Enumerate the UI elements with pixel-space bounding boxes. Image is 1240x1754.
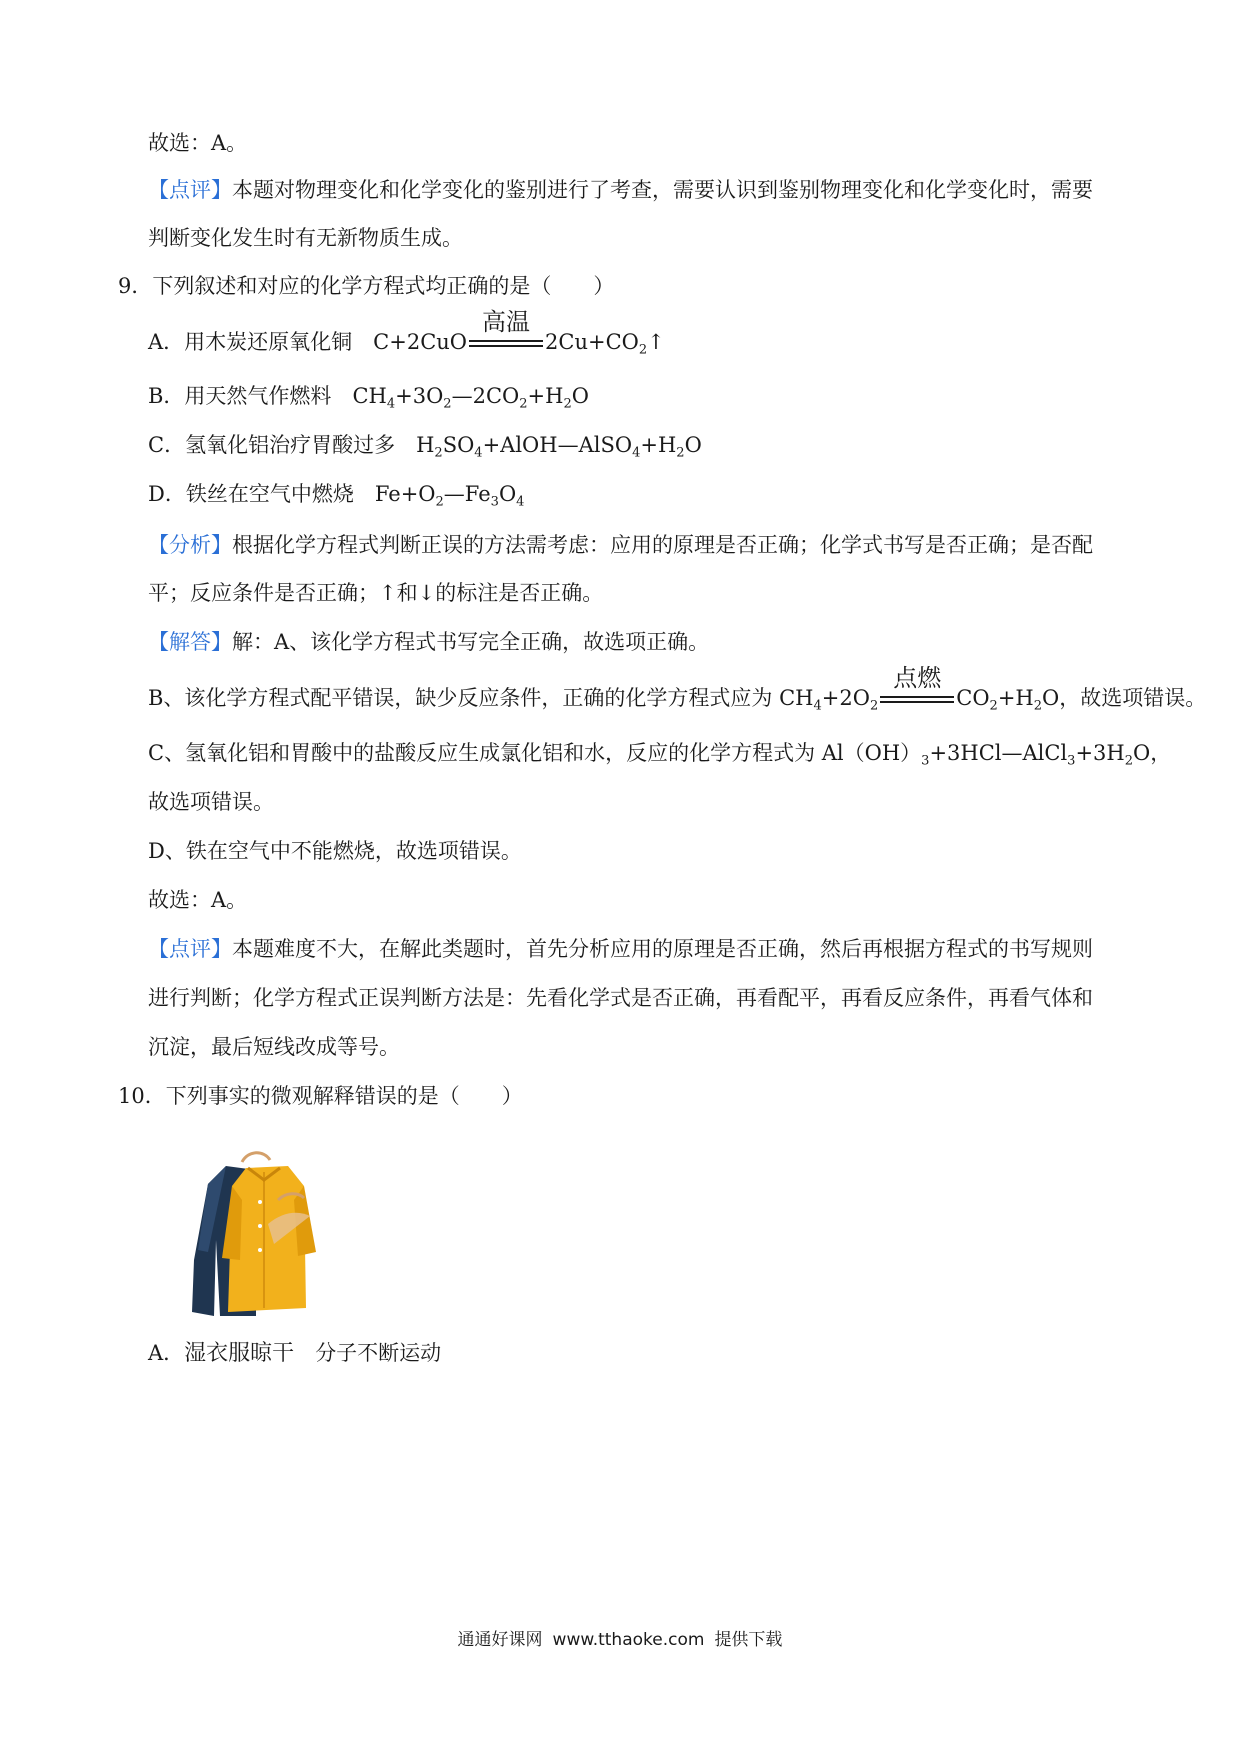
answer: [148, 627, 709, 657]
formula-part: —Fe: [443, 482, 491, 506]
subscript: 2: [1033, 698, 1043, 714]
subscript: 4: [386, 396, 396, 412]
formula-part: CH: [352, 384, 387, 408]
equation-rhs: 2Cu+CO: [545, 330, 639, 354]
subscript: 2: [435, 494, 444, 510]
comment-q8-cont: 判断变化发生时有无新物质生成。: [148, 226, 463, 250]
analysis: [148, 530, 1093, 560]
formula-part: O，: [1133, 741, 1172, 765]
formula-part: +3HCl—AlCl: [929, 741, 1068, 765]
option-label: A．: [148, 1341, 185, 1365]
answer-c-cont: 故选项错误。: [148, 790, 274, 814]
subscript: 2: [563, 396, 572, 412]
formula-part: O: [571, 384, 589, 408]
comment-text: 本题对物理变化和化学变化的鉴别进行了考查，需要认识到鉴别物理变化和化学变化时，需要: [232, 178, 1093, 202]
formula-part: +2O: [821, 686, 870, 710]
formula-part: +H: [640, 433, 677, 457]
comment-q9: [148, 934, 1093, 964]
footer: [0, 1625, 1240, 1650]
subscript: 3: [1067, 753, 1076, 769]
option-caption: 湿衣服晾干: [184, 1341, 295, 1366]
formula-part: SO: [442, 433, 475, 457]
footer-url[interactable]: www.tthaoke.com: [552, 1630, 705, 1650]
option-b-label: B．用天然气作燃料: [148, 384, 353, 408]
formula-part: H: [416, 433, 435, 457]
option-a-q10: [148, 1338, 441, 1369]
formula-part: +H: [527, 384, 564, 408]
answer-tag: 【解答】: [148, 630, 232, 654]
answer-c: [148, 738, 1171, 777]
footer-note: 提供下载: [714, 1630, 783, 1650]
option-c-label: C．氢氧化铝治疗胃酸过多: [148, 433, 417, 457]
analysis-text: 根据化学方程式判断正误的方法需考虑：应用的原理是否正确；化学式书写是否正确；是否配: [232, 533, 1093, 557]
option-a-label: A．用木炭还原氧化铜: [148, 330, 374, 354]
option-d-label: D．铁丝在空气中燃烧: [148, 482, 375, 506]
answer-a: 解：A、该化学方程式书写完全正确，故选项正确。: [232, 630, 710, 654]
subscript: 2: [869, 698, 879, 714]
equation-lhs: C+2CuO: [373, 330, 468, 354]
question-9-stem: 9．下列叙述和对应的化学方程式均正确的是（ ）: [118, 274, 615, 298]
comment-tag: 【点评】: [148, 937, 232, 961]
option-b: [148, 381, 589, 420]
subscript: 3: [921, 753, 930, 769]
analysis-cont: 平；反应条件是否正确；↑和↓的标注是否正确。: [148, 581, 604, 605]
subscript: 4: [813, 698, 822, 714]
formula-part: —2CO: [451, 384, 520, 408]
subscript: 2: [989, 698, 998, 714]
answer-choice-line: 故选：A。: [148, 131, 248, 155]
formula-part: +H: [997, 686, 1034, 710]
option-d: [148, 479, 524, 518]
formula-part: O: [498, 482, 517, 506]
comment-q8: [148, 175, 1093, 205]
subscript: 4: [516, 494, 525, 510]
formula-part: CO: [956, 686, 990, 710]
reaction-condition: 点燃: [893, 663, 942, 692]
gas-arrow: ↑: [647, 330, 665, 354]
comment-q9-cont1: 进行判断；化学方程式正误判断方法是：先看化学式是否正确，再看配平，再看反应条件，再看气体和: [148, 986, 1093, 1010]
equation-equals: [469, 307, 543, 351]
subscript: 2: [676, 445, 685, 461]
subscript: 3: [490, 494, 499, 510]
subscript: 2: [443, 396, 452, 412]
clothes-illustration: [186, 1140, 326, 1320]
option-a: [148, 307, 665, 366]
subscript: 4: [632, 445, 641, 461]
subscript: 2: [519, 396, 528, 412]
answer-choice: 故选：A。: [148, 888, 248, 912]
option-text: 分子不断运动: [315, 1341, 442, 1365]
equation-equals: [880, 663, 954, 707]
answer-b: [148, 663, 1207, 722]
formula-part: O，故选项错误。: [1042, 686, 1207, 710]
subscript: 2: [434, 445, 443, 461]
footer-site: 通通好课网: [457, 1630, 543, 1650]
reaction-condition: 高温: [482, 307, 531, 336]
comment-text: 本题难度不大，在解此类题时，首先分析应用的原理是否正确，然后再根据方程式的书写规则: [232, 937, 1093, 961]
analysis-tag: 【分析】: [148, 533, 232, 557]
option-c: [148, 430, 702, 469]
subscript: 4: [474, 445, 483, 461]
formula-part: +AlOH—AlSO: [482, 433, 633, 457]
answer-d: D、铁在空气中不能燃烧，故选项错误。: [148, 839, 522, 863]
comment-q9-cont2: 沉淀，最后短线改成等号。: [148, 1035, 400, 1059]
formula-part: +3H: [1075, 741, 1125, 765]
comment-tag: 【点评】: [148, 178, 232, 202]
formula-part: O: [684, 433, 702, 457]
subscript: 2: [1124, 753, 1134, 769]
formula-part: +3O: [395, 384, 444, 408]
subscript: 2: [638, 342, 648, 358]
question-10-stem: 10．下列事实的微观解释错误的是（ ）: [118, 1084, 523, 1108]
formula-part: Fe+O: [374, 482, 436, 506]
answer-b-text: B、该化学方程式配平错误，缺少反应条件，正确的化学方程式应为 CH: [148, 686, 814, 710]
answer-c-text: C、氢氧化铝和胃酸中的盐酸反应生成氯化铝和水，反应的化学方程式为 Al（OH）: [148, 741, 922, 765]
